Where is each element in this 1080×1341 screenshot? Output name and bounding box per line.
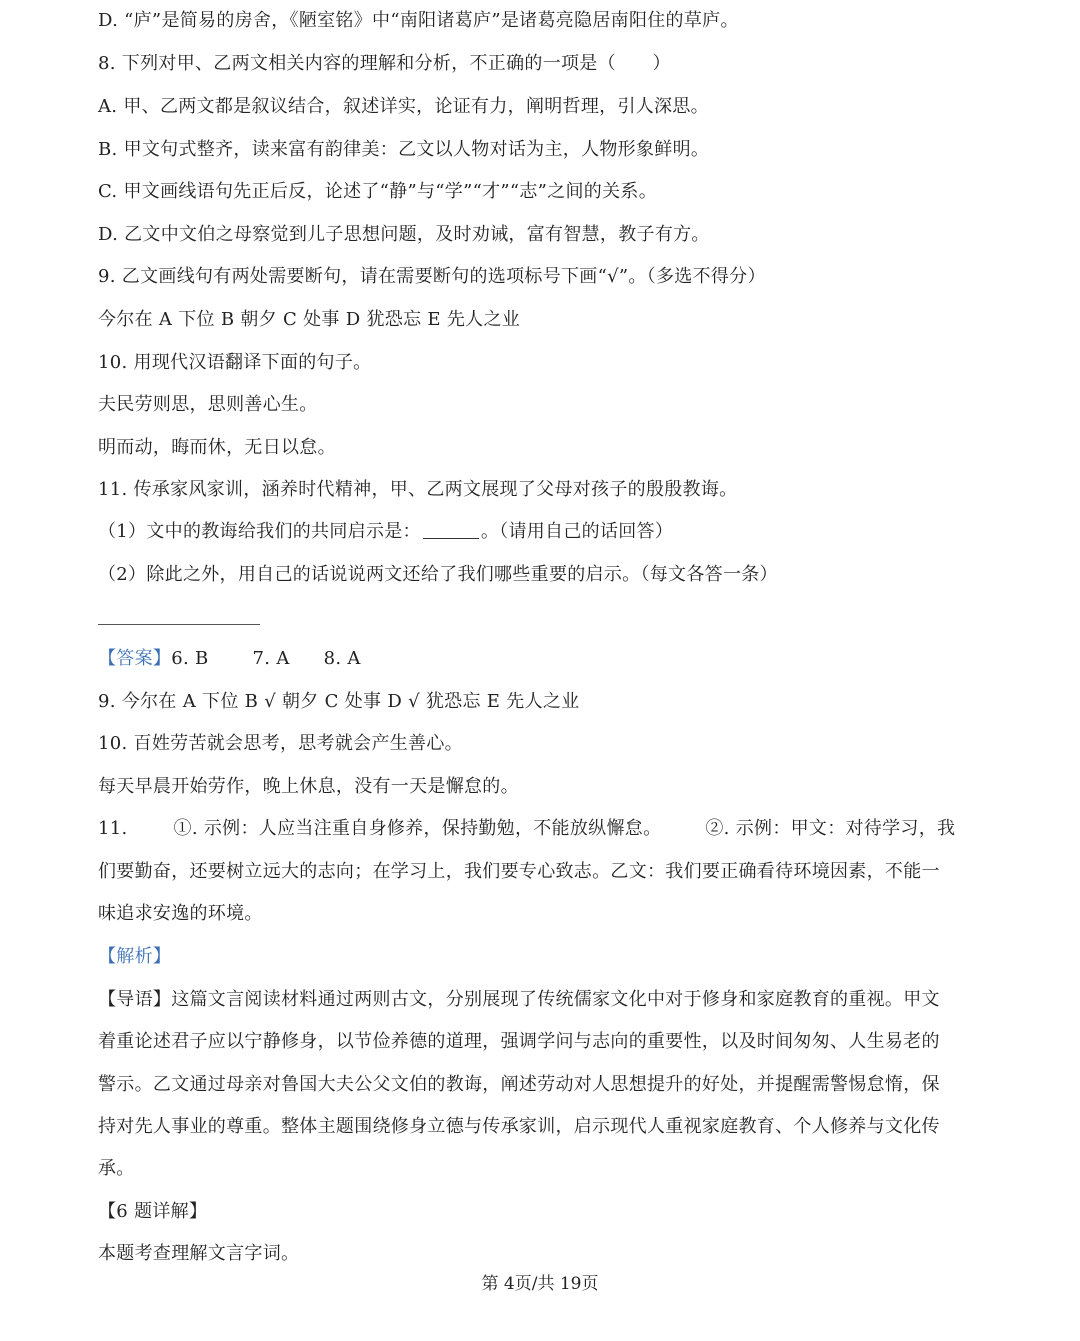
answer-11-number: 11. — [98, 818, 128, 839]
q7-option-d: D. “庐”是简易的房舍，《陋室铭》中“南阳诸葛庐”是诸葛亮隐居南阳住的草庐。 — [98, 10, 739, 31]
q6-detail-text: 本题考查理解文言字词。 — [98, 1243, 300, 1264]
analysis-intro-line-5: 承。 — [98, 1158, 135, 1179]
section-divider — [98, 624, 260, 625]
answer-blank — [423, 520, 479, 539]
q11-part-1 — [98, 519, 998, 545]
q10-sentence-1: 夫民劳则思，思则善心生。 — [98, 394, 318, 415]
q6-detail-heading: 【6 题详解】 — [98, 1201, 208, 1222]
page-footer: 第 4页/共 19页 — [481, 1274, 599, 1294]
answer-6: 6. B — [171, 648, 209, 669]
analysis-intro-line-2: 着重论述君子应以宁静修身，以节俭养德的道理，强调学问与志向的重要性，以及时间匆匆、人生易老的 — [98, 1031, 940, 1052]
answer-9: 9. 今尔在 A 下位 B √ 朝夕 C 处事 D √ 犹恐忘 E 先人之业 — [98, 691, 580, 712]
q10-sentence-2: 明而动，晦而休，无日以怠。 — [98, 437, 336, 458]
answer-7: 7. A — [252, 648, 290, 669]
analysis-intro-line-3: 警示。乙文通过母亲对鲁国大夫公父文伯的教诲，阐述劳动对人思想提升的好处，并提醒需警惕怠惰，保 — [98, 1074, 940, 1095]
answer-11-line-2: 们要勤奋，还要树立远大的志向；在学习上，我们要专心致志。乙文：我们要正确看待环境因素，不能一 — [98, 861, 940, 882]
q9-sentence: 今尔在 A 下位 B 朝夕 C 处事 D 犹恐忘 E 先人之业 — [98, 309, 521, 330]
q8-option-c: C. 甲文画线语句先正后反，论述了“静”与“学”“才”“志”之间的关系。 — [98, 181, 657, 202]
answer-11-line-1 — [98, 816, 998, 842]
answer-line — [98, 646, 998, 672]
answer-label: 【答案】 — [98, 648, 172, 669]
q8-option-b: B. 甲文句式整齐，读来富有韵律美：乙文以人物对话为主，人物形象鲜明。 — [98, 139, 710, 160]
q8-stem: 8. 下列对甲、乙两文相关内容的理解和分析，不正确的一项是（ ） — [98, 53, 671, 74]
q11-part-1-suffix: 。（请用自己的话回答） — [480, 521, 674, 542]
answer-10-line-1: 10. 百姓劳苦就会思考，思考就会产生善心。 — [98, 733, 463, 754]
answer-11-line-3: 味追求安逸的环境。 — [98, 903, 263, 924]
answer-11-example-1: ①. 示例：人应当注重自身修养，保持勤勉，不能放纵懈怠。 — [173, 818, 662, 839]
analysis-intro-line-1: 【导语】这篇文言阅读材料通过两则古文，分别展现了传统儒家文化中对于修身和家庭教育的重视。甲文 — [98, 989, 940, 1010]
answer-8: 8. A — [323, 648, 361, 669]
q8-option-a: A. 甲、乙两文都是叙议结合，叙述详实，论证有力，阐明哲理，引人深思。 — [98, 96, 709, 117]
answer-10-line-2: 每天早晨开始劳作，晚上休息，没有一天是懈怠的。 — [98, 776, 519, 797]
q11-stem: 11. 传承家风家训，涵养时代精神，甲、乙两文展现了父母对孩子的殷殷教诲。 — [98, 479, 738, 500]
q8-option-d: D. 乙文中文伯之母察觉到儿子思想问题，及时劝诫，富有智慧，教子有方。 — [98, 224, 710, 245]
q11-part-2: （2）除此之外，用自己的话说说两文还给了我们哪些重要的启示。（每文各答一条） — [98, 564, 778, 585]
analysis-label: 【解析】 — [98, 946, 172, 967]
q10-stem: 10. 用现代汉语翻译下面的句子。 — [98, 352, 372, 373]
q11-part-1-prefix: （1）文中的教诲给我们的共同启示是： — [98, 521, 421, 542]
analysis-intro-line-4: 持对先人事业的尊重。整体主题围绕修身立德与传承家训，启示现代人重视家庭教育、个人修养与文化传 — [98, 1116, 940, 1137]
q9-stem: 9. 乙文画线句有两处需要断句，请在需要断句的选项标号下画“√”。（多选不得分） — [98, 266, 766, 287]
answer-11-example-2: ②. 示例：甲文：对待学习，我 — [705, 818, 956, 839]
